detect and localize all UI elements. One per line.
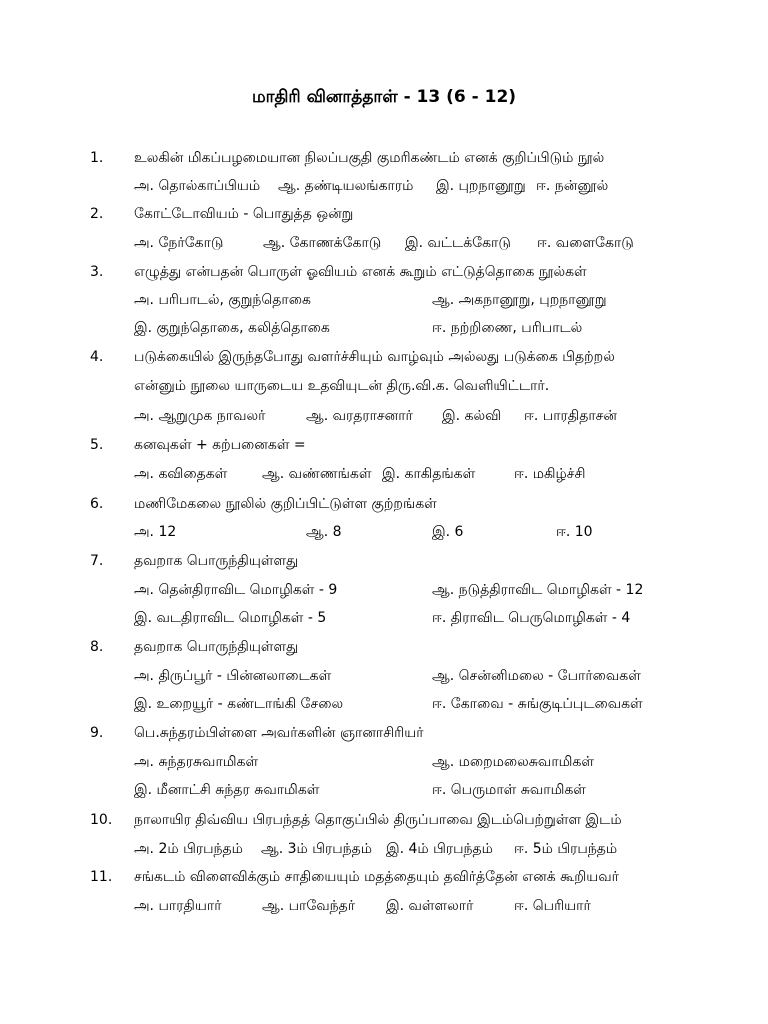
question-text: பெ.சுந்தரம்பிள்ளை அவர்களின் ஞானாசிரியர் <box>134 725 424 741</box>
option-a: அ. 12 <box>134 524 177 540</box>
option-d: ஈ. பெருமாள் சுவாமிகள் <box>432 782 586 798</box>
question-text: படுக்கையில் இருந்தபோது வளர்ச்சியும் வாழ்வும் அல்லது படுக்கை பிதற்றல் <box>134 349 615 365</box>
option-c: இ. புறநானூறு <box>436 178 526 194</box>
question-1 <box>0 147 768 169</box>
option-a: அ. கவிதைகள் <box>134 466 228 482</box>
option-c: இ. வள்ளலார் <box>386 898 474 914</box>
option-d: ஈ. நன்னூல் <box>536 178 609 194</box>
question-text: தவறாக பொருந்தியுள்ளது <box>134 639 299 655</box>
question-8 <box>0 636 768 658</box>
option-c: இ. காகிதங்கள் <box>382 466 476 482</box>
option-d: ஈ. 10 <box>556 524 593 540</box>
question-3 <box>0 261 768 283</box>
question-text: சங்கடம் விளைவிக்கும் சாதியையும் மதத்தையும் தவிர்த்தேன் எனக் கூறியவர் <box>134 869 619 885</box>
question-text: கனவுகள் + கற்பனைகள் = <box>134 437 306 453</box>
option-b: ஆ. 3ம் பிரபந்தம் <box>261 841 373 857</box>
question-number: 8. <box>90 639 104 655</box>
option-a: அ. திருப்பூர் - பின்னலாடைகள் <box>134 668 332 684</box>
question-text: நாலாயிர திவ்விய பிரபந்தத் தொகுப்பில் திருப்பாவை இடம்பெற்றுள்ள இடம் <box>134 812 622 828</box>
option-d: ஈ. 5ம் பிரபந்தம் <box>514 841 618 857</box>
question-number: 6. <box>90 496 104 512</box>
option-d: ஈ. மகிழ்ச்சி <box>514 466 586 482</box>
question-number: 9. <box>90 725 104 741</box>
option-a: அ. தென்திராவிட மொழிகள் - 9 <box>134 582 338 598</box>
question-number: 5. <box>90 437 104 453</box>
option-b: ஆ. மறைமலைசுவாமிகள் <box>432 754 594 770</box>
question-9 <box>0 722 768 744</box>
question-7 <box>0 550 768 572</box>
option-a: அ. ஆறுமுக நாவலர் <box>134 408 266 424</box>
option-a: அ. தொல்காப்பியம் <box>134 178 261 194</box>
option-b: ஆ. தண்டியலங்காரம் <box>278 178 414 194</box>
option-b: ஆ. நடுத்திராவிட மொழிகள் - 12 <box>432 582 644 598</box>
question-2 <box>0 203 768 225</box>
option-a: அ. 2ம் பிரபந்தம் <box>134 841 243 857</box>
question-number: 7. <box>90 553 104 569</box>
question-number: 3. <box>90 264 104 280</box>
question-number: 11. <box>90 869 113 885</box>
option-c: இ. வடதிராவிட மொழிகள் - 5 <box>134 610 327 626</box>
option-a: அ. பாரதியார் <box>134 898 222 914</box>
question-number: 4. <box>90 349 104 365</box>
option-b: ஆ. பாவேந்தர் <box>262 898 356 914</box>
option-b: ஆ. கோணக்கோடு <box>263 235 382 251</box>
option-c: இ. வட்டக்கோடு <box>405 235 511 251</box>
question-number: 1. <box>90 150 104 166</box>
option-c: இ. உறையூர் - கண்டாங்கி சேலை <box>134 696 344 712</box>
question-4 <box>0 346 768 368</box>
option-b: ஆ. அகநானூறு, புறநானூறு <box>432 292 607 308</box>
option-d: ஈ. திராவிட பெருமொழிகள் - 4 <box>432 610 631 626</box>
option-a: அ. பரிபாடல், குறுந்தொகை <box>134 292 311 308</box>
question-text-continued: என்னும் நூலை யாருடைய உதவியுடன் திரு.வி.க. வெளியிட்டார். <box>134 378 550 394</box>
option-c: இ. கல்வி <box>442 408 502 424</box>
option-d: ஈ. பாரதிதாசன் <box>524 408 617 424</box>
option-b: ஆ. சென்னிமலை - போர்வைகள் <box>432 668 641 684</box>
option-d: ஈ. கோவை - சுங்குடிப்புடவைகள் <box>432 696 643 712</box>
option-b: ஆ. வரதராசனார் <box>306 408 413 424</box>
option-c: இ. 4ம் பிரபந்தம் <box>386 841 493 857</box>
option-c: இ. குறுந்தொகை, கலித்தொகை <box>134 320 330 336</box>
option-c: இ. மீனாட்சி சுந்தர சுவாமிகள் <box>134 782 320 798</box>
question-6 <box>0 493 768 515</box>
option-b: ஆ. வண்ணங்கள் <box>262 466 372 482</box>
question-text: மணிமேகலை நூலில் குறிப்பிட்டுள்ள குற்றங்கள் <box>134 496 437 512</box>
option-a: அ. சுந்தரசுவாமிகள் <box>134 754 259 770</box>
page-title: மாதிரி வினாத்தாள் - 13 (6 - 12) <box>251 87 517 107</box>
option-c: இ. 6 <box>432 524 464 540</box>
question-text: உலகின் மிகப்பழமையான நிலப்பகுதி குமரிகண்டம் எனக் குறிப்பிடும் நூல் <box>134 150 605 166</box>
question-text: எழுத்து என்பதன் பொருள் ஓவியம் எனக் கூறும் எட்டுத்தொகை நூல்கள் <box>134 264 587 280</box>
option-d: ஈ. நற்றிணை, பரிபாடல் <box>432 320 583 336</box>
question-10 <box>0 809 768 831</box>
question-11 <box>0 866 768 888</box>
option-d: ஈ. வளைகோடு <box>537 235 634 251</box>
option-b: ஆ. 8 <box>306 524 342 540</box>
option-a: அ. நேர்கோடு <box>134 235 224 251</box>
question-number: 10. <box>90 812 113 828</box>
question-text: கோட்டோவியம் - பொதுத்த ஒன்று <box>134 206 354 222</box>
question-text: தவறாக பொருந்தியுள்ளது <box>134 553 299 569</box>
question-5 <box>0 434 768 456</box>
question-number: 2. <box>90 206 104 222</box>
option-d: ஈ. பெரியார் <box>514 898 591 914</box>
